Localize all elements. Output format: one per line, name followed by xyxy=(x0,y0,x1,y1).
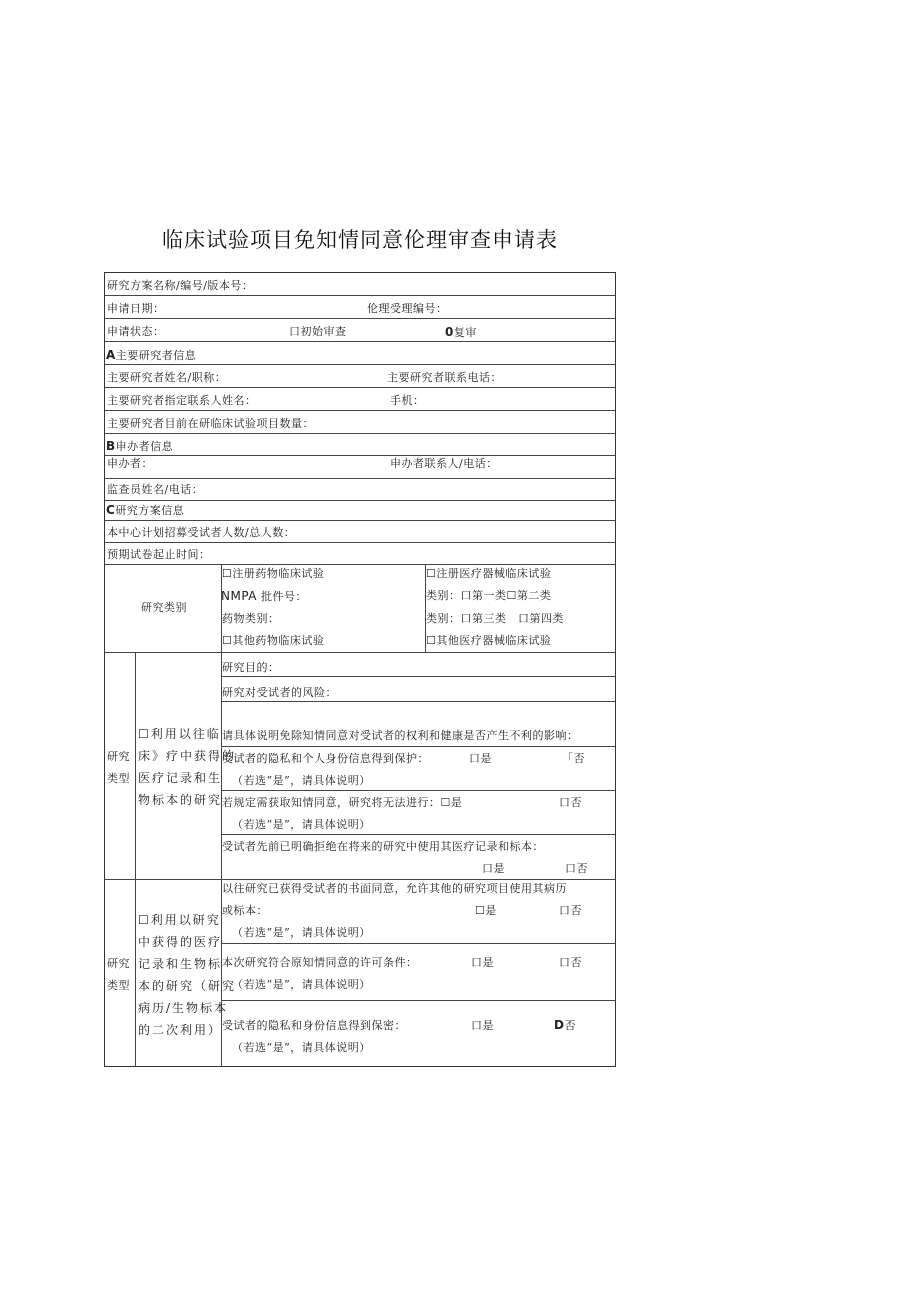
secret-note: （若选“是”，请具体说明） xyxy=(232,1041,371,1054)
device-other-option[interactable]: ☐其他医疗器械临床试验 xyxy=(426,634,552,647)
ethics-number-label: 伦理受理编号： xyxy=(367,302,448,315)
row-divider xyxy=(105,410,615,411)
category-label: 研究类别 xyxy=(141,601,187,614)
type2-desc-line: 中获得的医疗 xyxy=(138,935,223,949)
refused-yes-option[interactable]: 口是 xyxy=(482,862,505,875)
consent-no-option[interactable]: 口否 xyxy=(559,904,582,917)
period-label: 预期试卷起止时间： xyxy=(107,548,211,561)
section-b-title: 申办者信息 xyxy=(115,440,174,453)
section-c-title: 研究方案信息 xyxy=(115,504,185,517)
refused-no-option[interactable]: 口否 xyxy=(565,862,588,875)
drug-type-label: 药物类别： xyxy=(222,612,280,625)
section-a-heading xyxy=(106,348,196,363)
mobile-label: 手机： xyxy=(390,394,425,407)
row-divider xyxy=(221,701,615,702)
approval-number-text: 批件号： xyxy=(257,590,308,603)
privacy-no-option[interactable]: 「否 xyxy=(562,752,585,765)
section-c-letter: C xyxy=(106,503,116,517)
device-class-1-2[interactable]: 类别：口第一类☐第二类 xyxy=(426,589,552,602)
pi-contact-label: 主要研究者指定联系人姓名： xyxy=(107,394,257,407)
secret-no-mark: D xyxy=(554,1018,565,1032)
type2-label-line1: 研究 xyxy=(107,957,130,970)
type2-desc-line: 本的研究（研究 xyxy=(138,979,237,993)
row-divider xyxy=(221,676,615,677)
form-title: 临床试验项目免知情同意伦理审查申请表 xyxy=(162,228,558,252)
type1-label-line1: 研究 xyxy=(107,750,130,763)
section-b-letter: B xyxy=(106,439,116,453)
row-divider xyxy=(105,564,615,565)
pi-projects-label: 主要研究者目前在研临床试验项目数量： xyxy=(107,417,314,430)
type1-desc-line: 医疗记录和生 xyxy=(138,771,223,785)
section-a-letter: A xyxy=(106,348,116,362)
risk-label: 研究对受试者的风险： xyxy=(222,686,337,699)
impossible-label[interactable]: 若规定需获取知情同意，研究将无法进行：☐是 xyxy=(222,796,463,809)
row-divider xyxy=(105,542,615,543)
drug-registered-option[interactable]: ☐注册药物临床试验 xyxy=(222,567,325,580)
row-divider xyxy=(105,520,615,521)
protocol-name-label: 研究方案名称/编号/版本号： xyxy=(107,279,254,292)
type1-desc-line: 物标本的研究 xyxy=(138,793,223,807)
section-a-title: 主要研究者信息 xyxy=(115,349,197,362)
type2-desc-line: 记录和生物标 xyxy=(138,957,223,971)
row-divider xyxy=(105,341,615,342)
device-class-3-4[interactable]: 类别：口第三类 口第四类 xyxy=(426,612,564,625)
row-divider xyxy=(221,790,615,791)
pi-name-label: 主要研究者姓名/职称： xyxy=(107,371,227,384)
consent-yes-option[interactable]: ☐是 xyxy=(475,904,497,917)
review-checkbox-mark: 0 xyxy=(445,325,454,339)
consent-note: （若选“是”，请具体说明） xyxy=(232,926,371,939)
privacy-label: 受试者的隐私和个人身份信息得到保护： xyxy=(222,752,429,765)
type1-desc-line[interactable]: ☐利用以往临 xyxy=(138,727,221,741)
secret-yes-option[interactable]: 口是 xyxy=(471,1019,494,1032)
nmpa-approval-label xyxy=(221,589,307,604)
privacy-yes-option[interactable]: 口是 xyxy=(469,752,492,765)
consent-label-line2: 或标本： xyxy=(222,904,268,917)
application-form-table xyxy=(104,272,616,1067)
row-divider xyxy=(221,943,615,944)
pi-phone-label: 主要研究者联系电话： xyxy=(387,371,502,384)
row-divider xyxy=(105,387,615,388)
status-initial-option[interactable]: 口初始审查 xyxy=(289,325,347,338)
impact-label: 请具体说明免除知情同意对受试者的权利和健康是否产生不利的影响： xyxy=(222,729,579,742)
row-divider xyxy=(105,879,615,880)
permit-label: 本次研究符合原知情同意的许可条件： xyxy=(222,956,418,969)
row-divider xyxy=(105,455,615,456)
recruit-label: 本中心计划招募受试者人数/总人数： xyxy=(107,526,296,539)
status-review-option[interactable] xyxy=(445,325,477,340)
row-divider xyxy=(105,478,615,479)
review-label: 复审 xyxy=(453,326,477,339)
secret-no-label: 否 xyxy=(564,1019,576,1032)
type2-desc-line: 的二次利用） xyxy=(138,1023,223,1037)
device-registered-option[interactable]: ☐注册医疗器械临床试验 xyxy=(426,567,552,580)
refused-label: 受试者先前已明确拒绝在将来的研究中使用其医疗记录和标本： xyxy=(222,840,544,853)
consent-label-line1: 以往研究已获得受试者的书面同意，允许其他的研究项目使用其病历 xyxy=(222,882,567,895)
type1-label-line2: 类型 xyxy=(107,772,130,785)
row-divider xyxy=(105,500,615,501)
row-divider xyxy=(105,433,615,434)
impossible-note: （若选“是”，请具体说明） xyxy=(232,818,371,831)
col-divider xyxy=(135,652,136,1067)
apply-date-label: 申请日期： xyxy=(107,302,165,315)
secret-label: 受试者的隐私和身份信息得到保密： xyxy=(222,1019,406,1032)
row-divider xyxy=(221,834,615,835)
row-divider xyxy=(105,295,615,296)
sponsor-contact-label: 申办者联系人/电话： xyxy=(390,457,498,470)
row-divider xyxy=(105,652,615,653)
type2-label-line2: 类型 xyxy=(107,979,130,992)
purpose-label: 研究目的： xyxy=(222,661,280,674)
sponsor-label: 申办者： xyxy=(107,457,153,470)
permit-note: （若选“是”，请具体说明） xyxy=(232,978,371,991)
type2-desc-line: 病历/生物标本 xyxy=(138,1001,229,1015)
row-divider xyxy=(105,318,615,319)
row-divider xyxy=(105,364,615,365)
permit-no-option[interactable]: 口否 xyxy=(559,956,582,969)
permit-yes-option[interactable]: 口是 xyxy=(471,956,494,969)
privacy-note: （若选“是”，请具体说明） xyxy=(232,774,371,787)
type2-desc-line[interactable]: ☐利用以研究 xyxy=(138,913,221,927)
row-divider xyxy=(221,1000,615,1001)
monitor-label: 监查员姓名/电话： xyxy=(107,483,204,496)
section-b-heading xyxy=(106,439,173,454)
nmpa-text: NMPA xyxy=(221,589,258,603)
section-c-heading xyxy=(106,503,184,518)
drug-other-option[interactable]: ☐其他药物临床试验 xyxy=(222,634,325,647)
impossible-no-option[interactable]: 口否 xyxy=(559,796,582,809)
type1-desc-line: 床》疗中获得的 xyxy=(138,749,237,763)
row-divider xyxy=(221,746,615,747)
secret-no-option[interactable] xyxy=(554,1018,576,1033)
apply-status-label: 申请状态： xyxy=(107,325,165,338)
